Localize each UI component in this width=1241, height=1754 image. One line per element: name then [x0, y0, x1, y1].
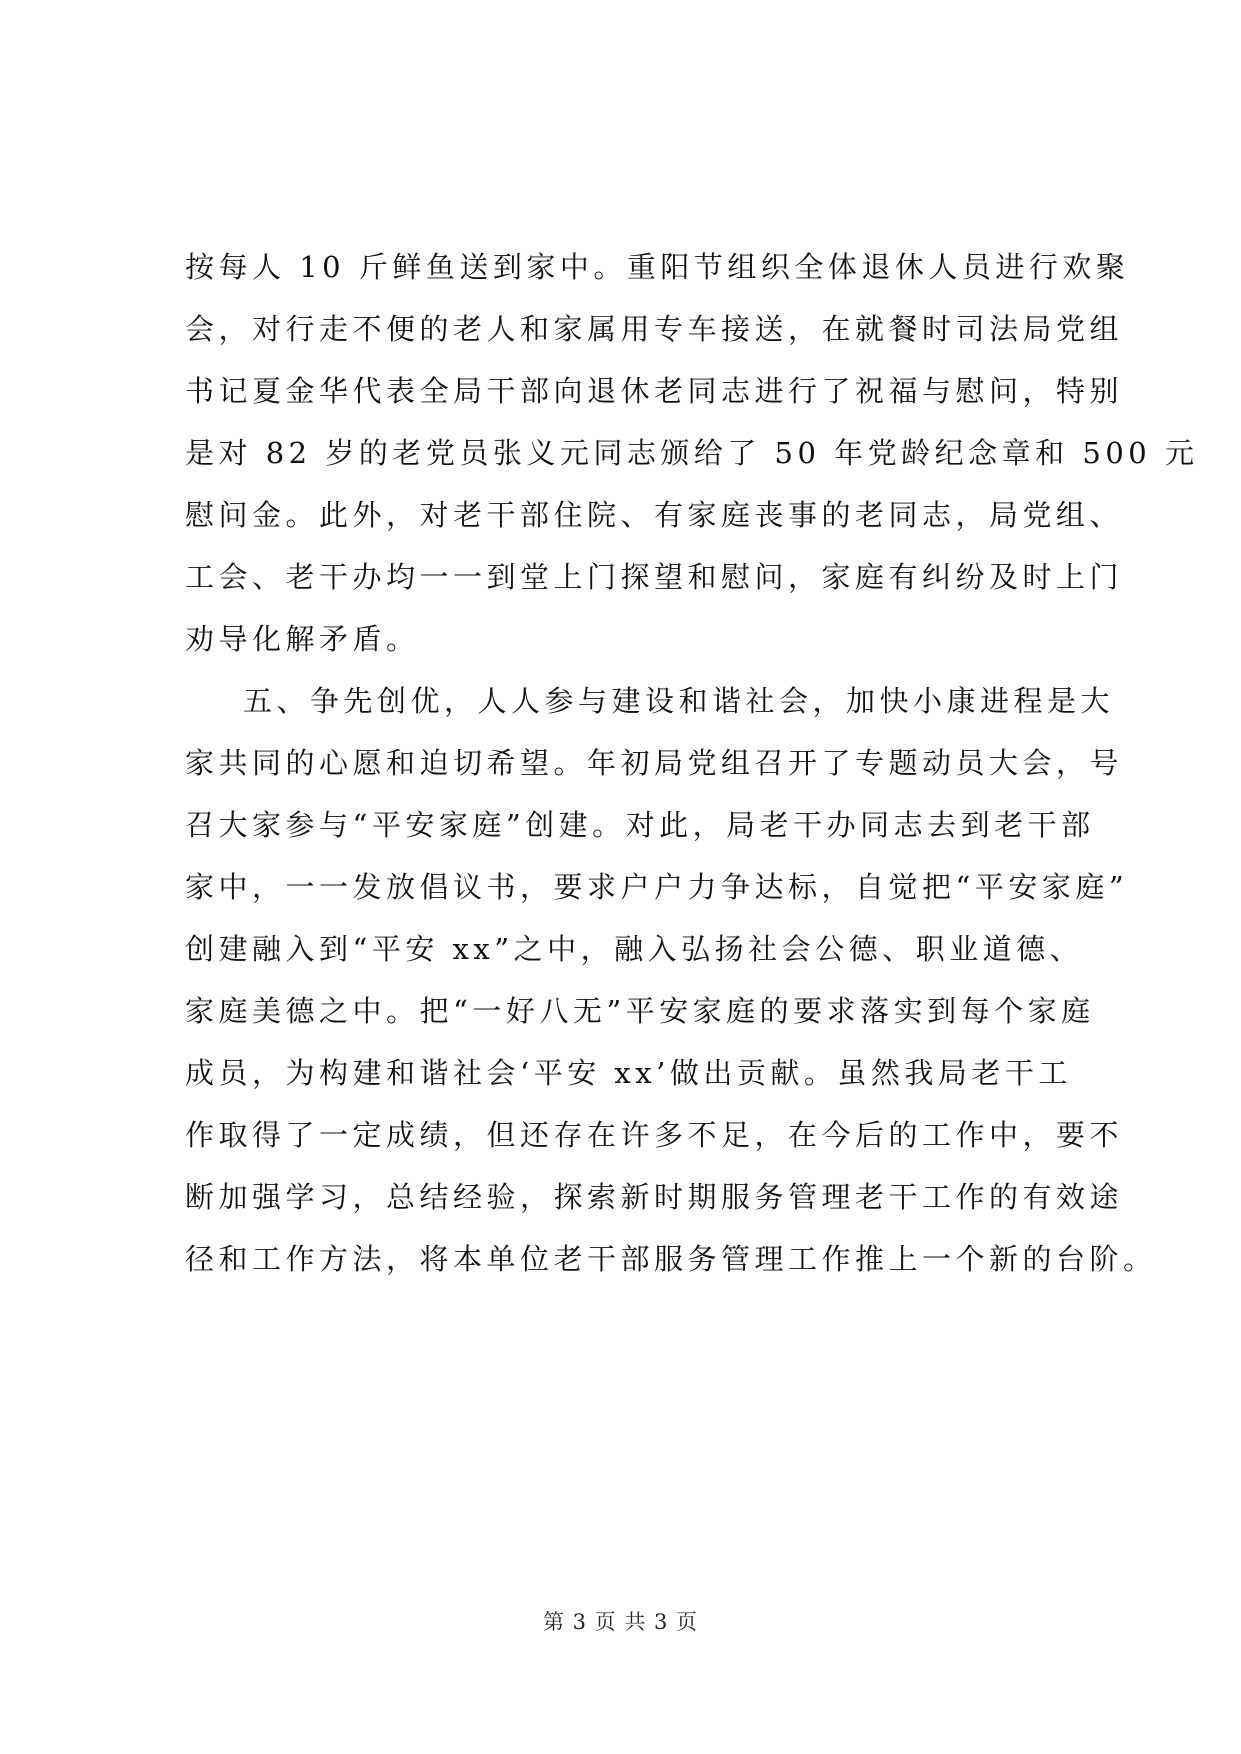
text-line: 召大家参与“平安家庭”创建。对此，局老干办同志去到老干部 — [185, 808, 1095, 842]
text-line: 家中，一一发放倡议书，要求户户力争达标，自觉把“平安家庭” — [185, 870, 1129, 904]
text-line: 径和工作方法，将本单位老干部服务管理工作推上一个新的台阶。 — [185, 1242, 1157, 1276]
text-line: 书记夏金华代表全局干部向退休老同志进行了祝福与慰问，特别 — [185, 374, 1124, 408]
text-line: 成员，为构建和谐社会‘平安 xx’做出贡献。虽然我局老干工 — [185, 1056, 1072, 1090]
text-line: 家共同的心愿和迫切希望。年初局党组召开了专题动员大会，号 — [185, 746, 1124, 780]
text-line: 创建融入到“平安 xx”之中，融入弘扬社会公德、职业道德、 — [185, 932, 1084, 966]
text-line: 是对 82 岁的老党员张义元同志颁给了 50 年党龄纪念章和 500 元 — [185, 436, 1199, 470]
text-line: 慰问金。此外，对老干部住院、有家庭丧事的老同志，局党组、 — [185, 498, 1124, 532]
text-line: 断加强学习，总结经验，探索新时期服务管理老干工作的有效途 — [185, 1180, 1124, 1214]
text-line: 劝导化解矛盾。 — [185, 622, 420, 656]
text-line: 作取得了一定成绩，但还存在许多不足，在今后的工作中，要不 — [185, 1118, 1124, 1152]
body-text — [185, 236, 1199, 1290]
text-line: 家庭美德之中。把“一好八无”平安家庭的要求落实到每个家庭 — [185, 994, 1095, 1028]
paragraph-start-line: 五、争先创优，人人参与建设和谐社会，加快小康进程是大 — [243, 684, 1115, 718]
text-line: 会，对行走不便的老人和家属用专车接送，在就餐时司法局党组 — [185, 312, 1124, 346]
text-line: 工会、老干办均一一到堂上门探望和慰问，家庭有纠纷及时上门 — [185, 560, 1124, 594]
page-number-footer: 第 3 页 共 3 页 — [542, 1610, 699, 1634]
text-line: 按每人 10 斤鲜鱼送到家中。重阳节组织全体退休人员进行欢聚 — [185, 250, 1130, 284]
